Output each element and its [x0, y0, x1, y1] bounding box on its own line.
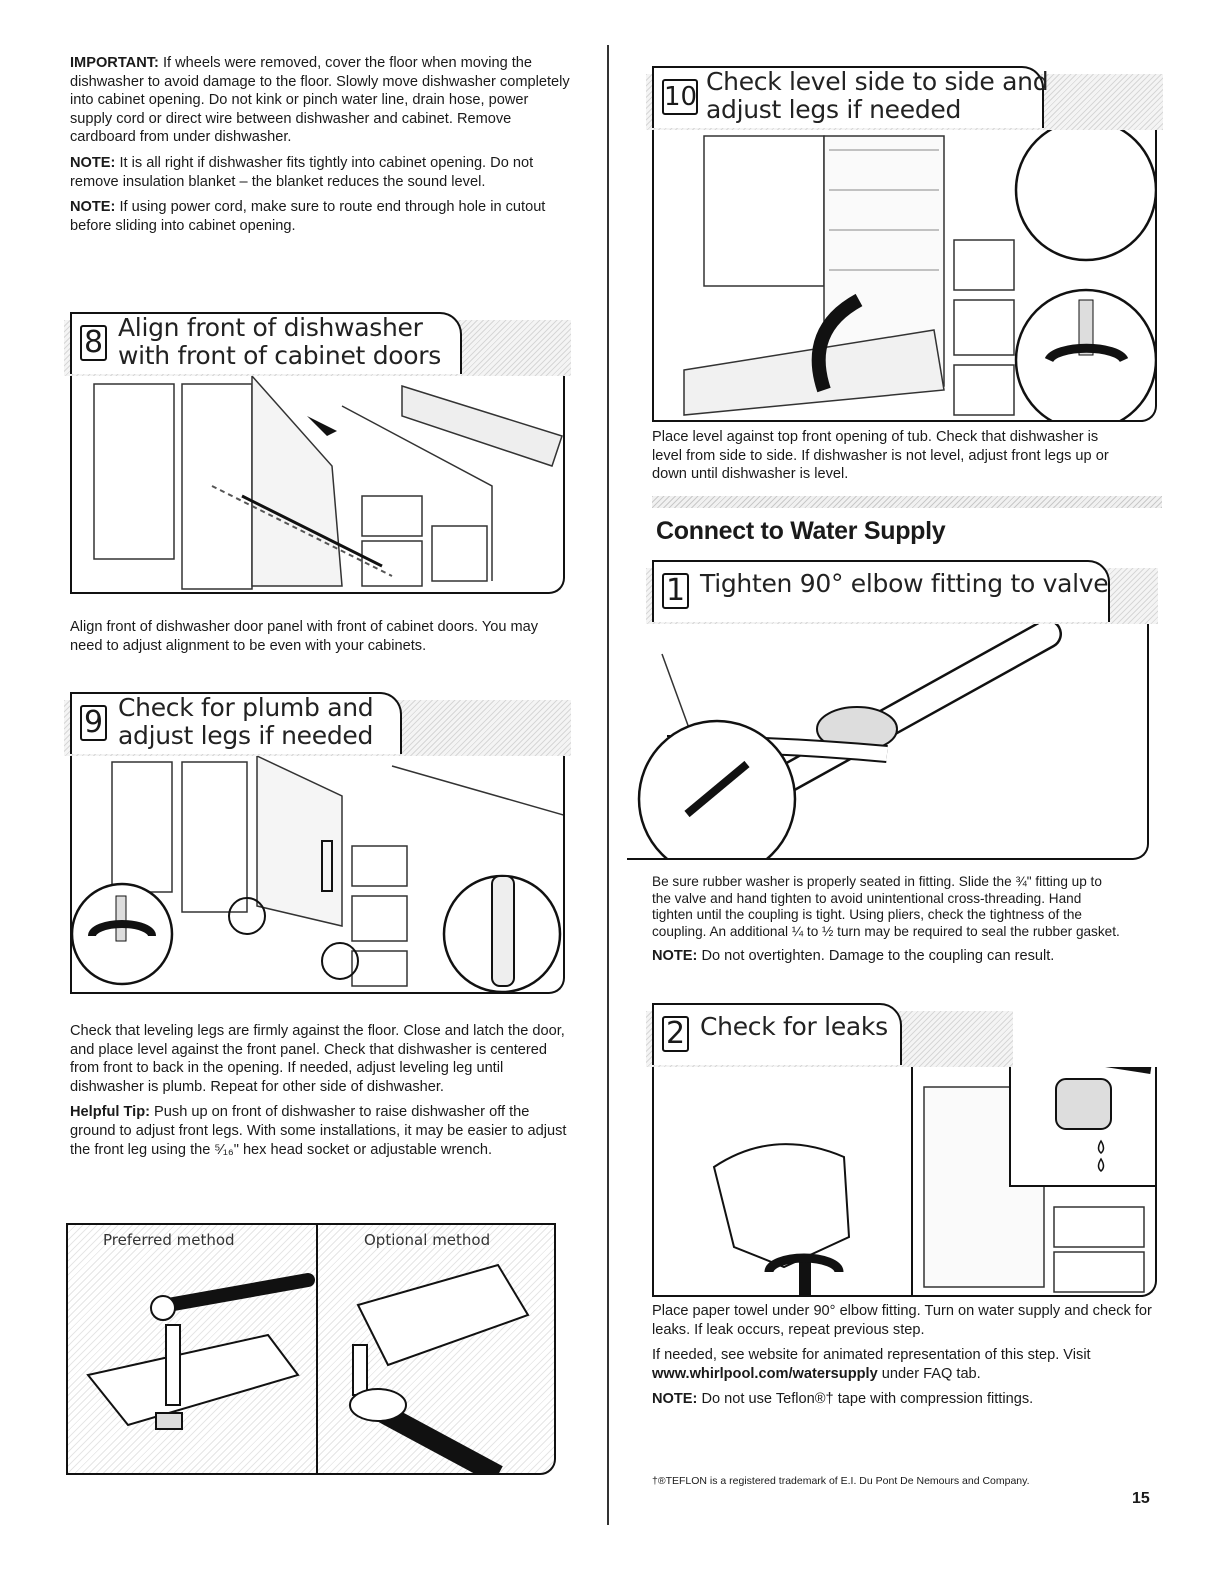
methods-illustration	[66, 1223, 556, 1475]
water-step-2-number: 2	[662, 1016, 689, 1052]
water-step-1-title: Tighten 90° elbow fitting to valve	[700, 569, 1109, 598]
step-8-title: Align front of dishwasher with front of cabinet doors	[118, 313, 441, 370]
step-9-caption: Check that leveling legs are firmly against the floor. Close and latch the door, and place level against the front panel. Check that dishwasher is centered from front to back in the opening. If needed, adjust leveling leg until dishwasher is plumb. Repeat for other side of dishwasher.	[70, 1023, 565, 1095]
water-step-1-number: 1	[662, 573, 689, 609]
step-9-text	[70, 1022, 570, 1166]
step-10-illustration	[652, 130, 1157, 422]
teflon-note: NOTE: Do not use Teflon®† tape with compression fittings.	[652, 1391, 1034, 1408]
note-power-cord: NOTE: If using power cord, make sure to route end through hole in cutout before sliding into cabinet opening.	[70, 199, 546, 234]
leak-inset	[1009, 1067, 1157, 1187]
step-10-number: 10	[662, 79, 698, 115]
teflon-footnote: †®TEFLON is a registered trademark of E.I. Du Pont De Nemours and Company.	[652, 1475, 1030, 1487]
column-divider	[607, 45, 609, 1525]
optional-method-label: Optional method	[364, 1231, 491, 1249]
section-title-band	[652, 496, 1162, 508]
water-step-1-header	[652, 560, 1152, 624]
water-drip-icon	[1011, 1067, 1157, 1185]
water-step-2-header	[652, 1003, 1007, 1067]
step-8-illustration	[70, 376, 565, 594]
step-8-header	[70, 312, 565, 376]
step-9-number: 9	[80, 705, 107, 741]
note-insulation: NOTE: It is all right if dishwasher fits tightly into cabinet opening. Do not remove insulation blanket – the blanket reduces the sound level.	[70, 154, 534, 190]
dishwasher-align-drawing	[72, 376, 565, 594]
website-reference: If needed, see website for animated representation of this step. Visit www.whirlpool.com/watersupply under FAQ tab.	[652, 1347, 1091, 1382]
water-step-1-note: NOTE: Do not overtighten. Damage to the coupling can result.	[652, 948, 1055, 965]
step-9-title: Check for plumb and adjust legs if needed	[118, 693, 374, 750]
step-10-caption: Place level against top front opening of tub. Check that dishwasher is level from side to side. If dishwasher is not level, adjust front legs up or down until dishwasher is level.	[652, 429, 1109, 483]
section-title: Connect to Water Supply	[656, 517, 946, 545]
step-8-caption: Align front of dishwasher door panel with front of cabinet doors. You may need to adjust alignment to be even with your cabinets.	[70, 619, 539, 654]
water-step-2-text	[652, 1302, 1157, 1416]
step-9-header	[70, 692, 565, 756]
page-number: 15	[1132, 1490, 1150, 1507]
step-8-number: 8	[80, 325, 107, 361]
water-step-2-title: Check for leaks	[700, 1012, 888, 1041]
step-9-illustration	[70, 756, 565, 994]
water-step-1-illustration	[627, 624, 1149, 860]
water-step-1-caption: Be sure rubber washer is properly seated in fitting. Slide the ¾" fitting up to the valve and hand tighten to avoid unintentional cross-threading. Hand tighten until the coupling is tight. Using pliers, check the tightness of the coupling. An additional ¼ to ½ turn may be required to seal the rubber gasket.	[652, 874, 1120, 939]
step-10-title: Check level side to side and adjust legs if needed	[706, 67, 1049, 124]
intro-text	[70, 54, 570, 242]
wrench-methods-drawing	[68, 1225, 556, 1475]
watersupply-link[interactable]: www.whirlpool.com/watersupply	[652, 1365, 878, 1382]
water-step-1-text	[652, 874, 1122, 973]
dishwasher-level-drawing	[654, 130, 1157, 422]
preferred-method-label: Preferred method	[103, 1231, 235, 1249]
helpful-tip: Helpful Tip: Push up on front of dishwasher to raise dishwasher off the ground to adjust front legs. With some installations, it may be easier to adjust the front leg using the ⁵⁄₁₆" hex head socket or adjustable wrench.	[70, 1104, 567, 1158]
step-10-header	[652, 66, 1157, 130]
dishwasher-plumb-drawing	[72, 756, 565, 994]
important-paragraph: IMPORTANT: If wheels were removed, cover the floor when moving the dishwasher to avoid damage to the floor. Slowly move dishwasher completely into cabinet opening. Do not kink or pinch water line, drain hose, power supply cord or direct wire between dishwasher and cabinet. Remove cardboard from under dishwasher.	[70, 55, 570, 146]
elbow-fitting-drawing	[627, 624, 1149, 860]
water-step-2-illustration	[652, 1067, 1157, 1297]
water-step-2-caption: Place paper towel under 90° elbow fitting. Turn on water supply and check for leaks. If leak occurs, repeat previous step.	[652, 1303, 1152, 1338]
